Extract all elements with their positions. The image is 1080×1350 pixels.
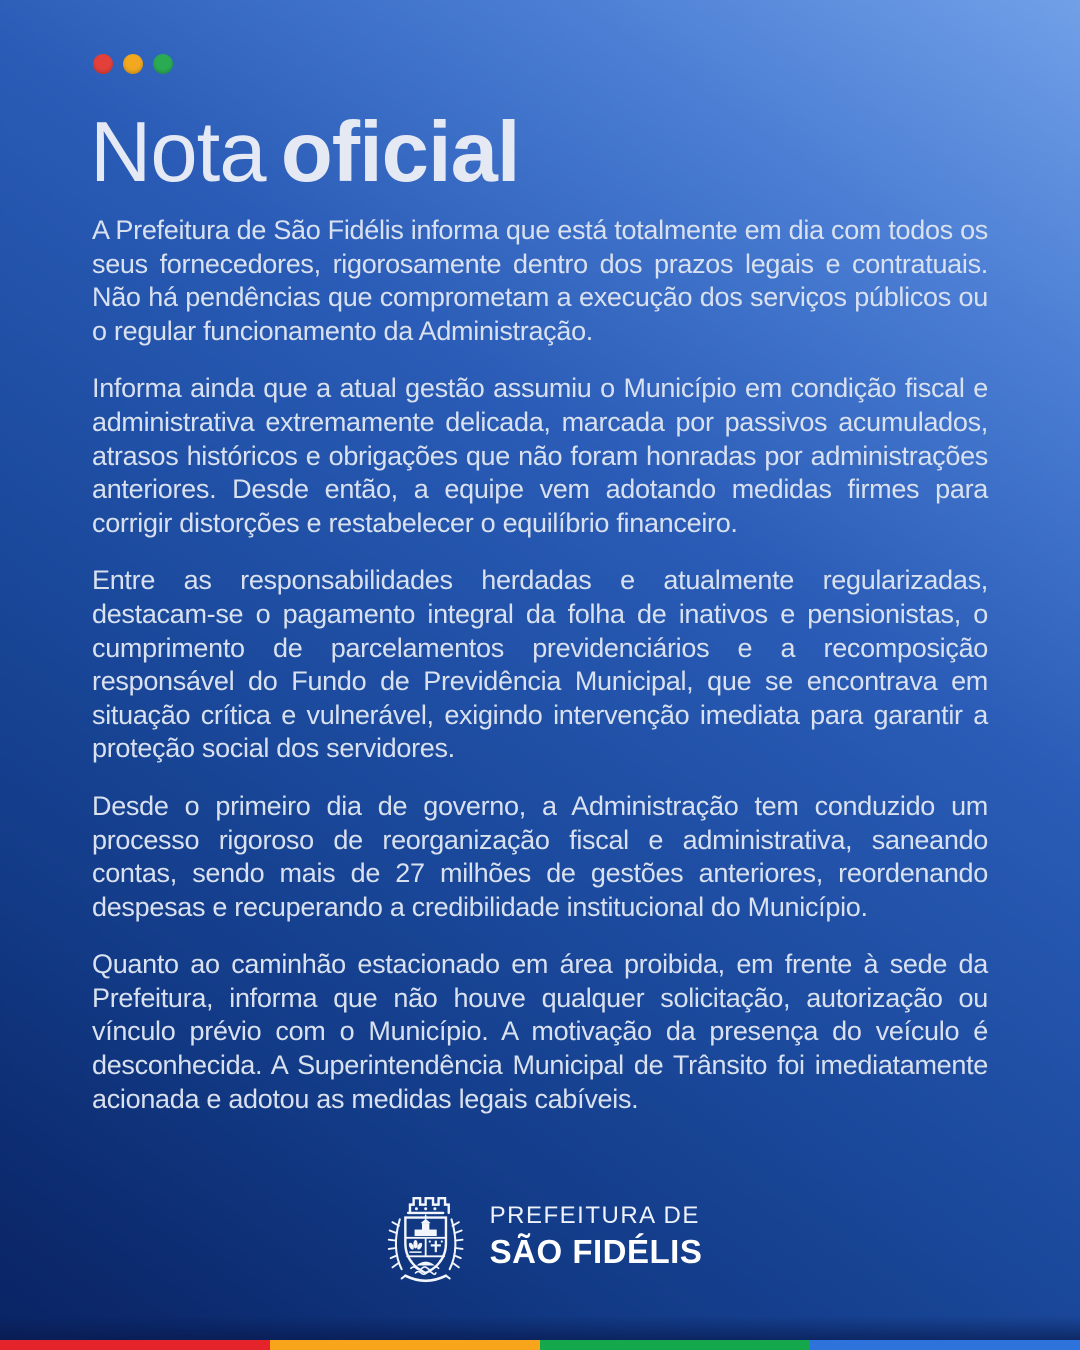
org-name <box>490 1202 703 1271</box>
org-name-line2: SÃO FIDÉLIS <box>489 1232 703 1270</box>
coat-of-arms-icon <box>378 1184 474 1288</box>
window-dot-yellow-icon <box>123 54 143 74</box>
body-paragraph-1: A Prefeitura de São Fidélis informa que está totalmente em dia com todos os seus fornecedores, rigorosamente dentro dos prazos legais e contratuais. Não há pendências que comprometam a execução dos serviços públicos ou o regular funcionamento da Administração. <box>92 215 988 346</box>
org-name-line1: PREFEITURA DE <box>489 1201 700 1229</box>
body-text <box>92 214 988 1116</box>
body-paragraph-3: Entre as responsabilidades herdadas e atualmente regularizadas, destacam-se o pagamento integral da folha de inativos e pensionistas, o cumprimento de parcelamentos previdenciários e a recomposição responsável do Fundo de Previdência Municipal, que se encontrava em situação crítica e vulnerável, exigindo intervenção imediata para garantir a proteção social dos servidores. <box>92 565 988 764</box>
title-word-bold: oficial <box>280 105 520 200</box>
page-title <box>90 105 520 200</box>
window-controls <box>93 54 173 74</box>
footer-brand <box>378 1184 703 1288</box>
window-dot-green-icon <box>153 54 173 74</box>
stripe-segment-red <box>0 1340 270 1350</box>
title-word-regular: Nota <box>90 105 266 200</box>
bottom-stripe <box>0 1340 1080 1350</box>
body-paragraph-5: Quanto ao caminhão estacionado em área proibida, em frente à sede da Prefeitura, informa que não houve qualquer solicitação, autorização ou vínculo prévio com o Município. A motivação da presença do veículo é desconhecida. A Superintendência Municipal de Trânsito foi imediatamente acionada e adotou as medidas legais cabíveis. <box>92 949 988 1114</box>
stripe-segment-yellow <box>270 1340 540 1350</box>
body-paragraph-2: Informa ainda que a atual gestão assumiu o Município em condição fiscal e administrativa extremamente delicada, marcada por passivos acumulados, atrasos históricos e obrigações que não foram honradas por administrações anteriores. Desde então, a equipe vem adotando medidas firmes para corrigir distorções e restabelecer o equilíbrio financeiro. <box>92 373 988 538</box>
stripe-segment-green <box>540 1340 810 1350</box>
window-dot-red-icon <box>93 54 113 74</box>
body-paragraph-4: Desde o primeiro dia de governo, a Administração tem conduzido um processo rigoroso de reorganização fiscal e administrativa, saneando contas, sendo mais de 27 milhões de gestões anteriores, reordenando despesas e recuperando a credibilidade institucional do Município. <box>92 790 988 922</box>
stripe-segment-blue <box>810 1340 1080 1350</box>
